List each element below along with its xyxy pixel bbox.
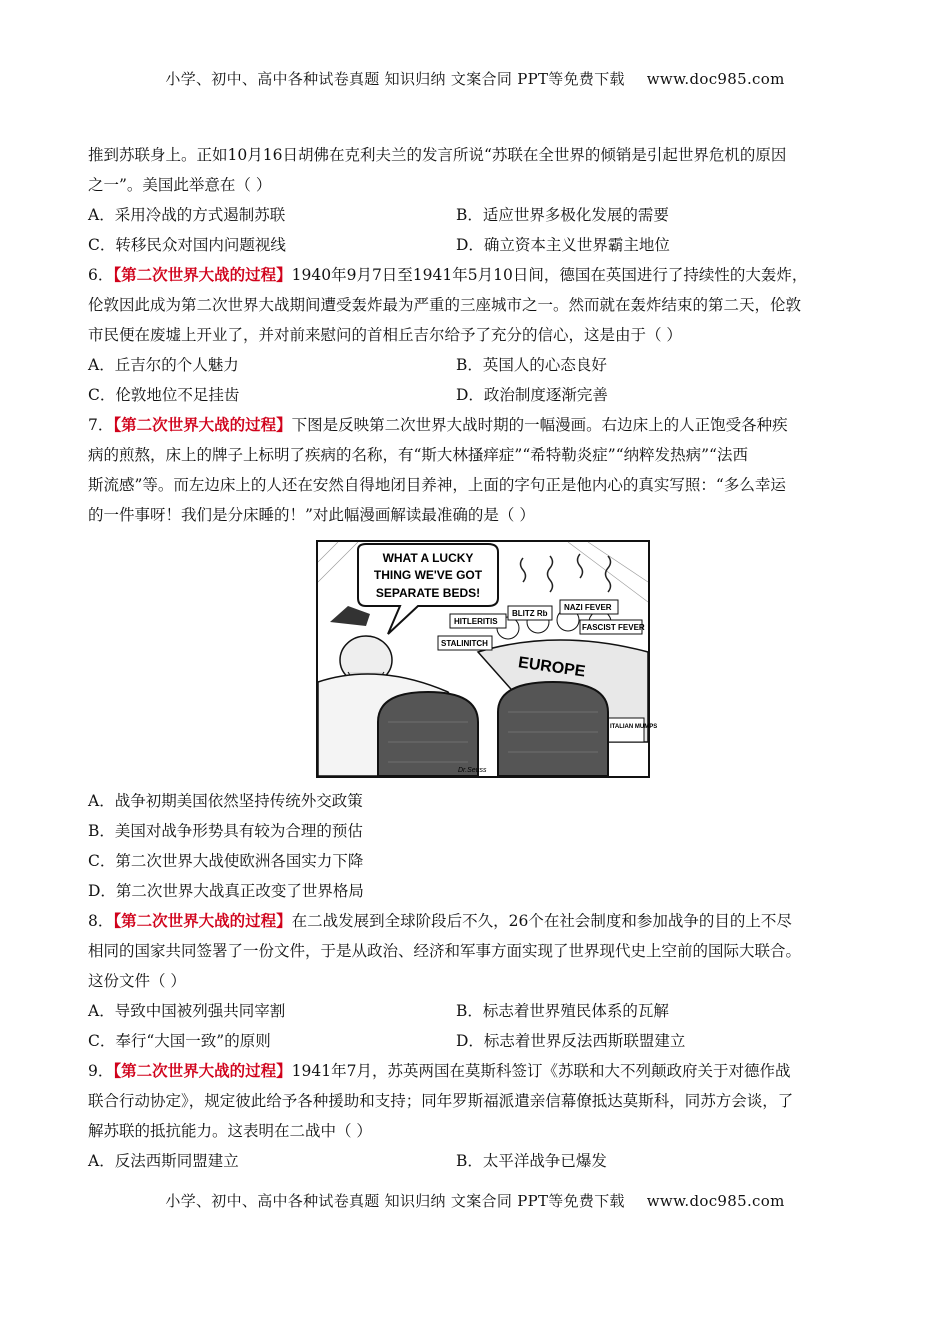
q9-text-1: 1941年7月，苏英两国在莫斯科签订《苏联和大不列颠政府关于对德作战 xyxy=(291,1062,791,1080)
q5-option-b: B．适应世界多极化发展的需要 xyxy=(456,206,669,224)
q8-option-d: D．标志着世界反法西斯联盟建立 xyxy=(456,1032,686,1050)
page-footer xyxy=(0,1190,950,1211)
q9-line-3: 解苏联的抵抗能力。这表明在二战中（ ） xyxy=(88,1122,372,1140)
q7-topic-tag: 【第二次世界大战的过程】 xyxy=(113,415,292,434)
q9-option-a: A．反法西斯同盟建立 xyxy=(88,1152,239,1170)
q8-topic-tag: 【第二次世界大战的过程】 xyxy=(113,911,292,930)
q7-number: 7． xyxy=(88,416,114,434)
q6-line-3: 市民便在废墟上开业了，并对前来慰问的首相丘吉尔给予了充分的信心，这是由于（ ） xyxy=(88,326,682,344)
bubble-line-2: THING WE'VE GOT xyxy=(373,568,483,582)
q6-number: 6． xyxy=(88,266,114,284)
bubble-line-1: WHAT A LUCKY xyxy=(382,551,474,565)
q7-line-3: 斯流感”等。而左边床上的人还在安然自得地闭目养神，上面的字句正是他内心的真实写照：“多么幸运 xyxy=(88,476,786,494)
question-8 xyxy=(88,906,878,1056)
q6-option-d: D．政治制度逐渐完善 xyxy=(456,386,608,404)
sign-blitz: BLITZ Rb xyxy=(512,609,548,618)
q9-option-b: B．太平洋战争已爆发 xyxy=(456,1152,607,1170)
uncle-sam-hat xyxy=(330,606,370,626)
q6-option-c: C．伦敦地位不足挂齿 xyxy=(88,386,240,404)
q7-line-2: 病的煎熬，床上的牌子上标明了疾病的名称，有“斯大林搔痒症”“希特勒炎症”“纳粹发热病”“法西 xyxy=(88,446,748,464)
q6-topic-tag: 【第二次世界大战的过程】 xyxy=(113,265,292,284)
q6-text-1: 1940年9月7日至1941年5月10日间，德国在英国进行了持续性的大轰炸， xyxy=(291,266,808,284)
q8-option-b: B．标志着世界殖民体系的瓦解 xyxy=(456,1002,669,1020)
q8-line-1 xyxy=(88,906,878,936)
page-header xyxy=(0,68,950,89)
q5-option-a: A．采用冷战的方式遏制苏联 xyxy=(88,206,286,224)
cartoon-image xyxy=(316,540,658,778)
question-9 xyxy=(88,1056,878,1176)
cartoon-drawing xyxy=(318,542,658,776)
fever-squiggles xyxy=(521,554,611,592)
q6-line-1 xyxy=(88,260,878,290)
cartoon-signature: Dr.Seuss xyxy=(458,767,487,774)
question-7 xyxy=(88,410,878,906)
q9-number: 9． xyxy=(88,1062,114,1080)
cartoon-container xyxy=(88,540,878,780)
header-site-link[interactable]: www.doc985.com xyxy=(646,70,785,88)
q9-line-1 xyxy=(88,1056,878,1086)
sign-italian-mumps-box xyxy=(608,718,644,742)
q9-line-2: 联合行动协定》，规定彼此给予各种援助和支持；同年罗斯福派遣亲信幕僚抵达莫斯科，同苏方会谈，了 xyxy=(88,1092,794,1110)
q7-text-1: 下图是反映第二次世界大战时期的一幅漫画。右边床上的人正饱受各种疾 xyxy=(291,416,788,434)
q6-line-2: 伦敦因此成为第二次世界大战期间遭受轰炸最为严重的三座城市之一。然而就在轰炸结束的第二天，伦敦 xyxy=(88,296,802,314)
q5-option-c: C．转移民众对国内问题视线 xyxy=(88,236,286,254)
q8-option-a: A．导致中国被列强共同宰割 xyxy=(88,1002,286,1020)
document-body xyxy=(88,140,878,1176)
q7-option-a: A．战争初期美国依然坚持传统外交政策 xyxy=(88,792,363,810)
bubble-line-3: SEPARATE BEDS! xyxy=(375,586,481,600)
q5-line-2: 之一”。美国此举意在（ ） xyxy=(88,176,272,194)
q7-line-4: 的一件事呀！我们是分床睡的！”对此幅漫画解读最准确的是（ ） xyxy=(88,506,535,524)
sign-hitleritis: HITLERITIS xyxy=(454,617,498,626)
left-footboard xyxy=(378,692,478,776)
footer-text: 小学、初中、高中各种试卷真题 知识归纳 文案合同 PPT等免费下载 xyxy=(165,1192,625,1210)
q8-number: 8． xyxy=(88,912,114,930)
sign-fascist-fever: FASCIST FEVER xyxy=(582,623,645,632)
question-5 xyxy=(88,140,878,260)
question-6 xyxy=(88,260,878,410)
q8-option-c: C．奉行“大国一致”的原则 xyxy=(88,1032,271,1050)
q6-option-a: A．丘吉尔的个人魅力 xyxy=(88,356,239,374)
sign-nazi-fever: NAZI FEVER xyxy=(564,603,612,612)
q5-option-d: D．确立资本主义世界霸主地位 xyxy=(456,236,670,254)
right-footboard xyxy=(498,682,608,776)
sign-stalinitch: STALINITCH xyxy=(441,639,488,648)
sign-europe: EUROPE xyxy=(517,654,587,681)
q7-option-b: B．美国对战争形势具有较为合理的预估 xyxy=(88,822,363,840)
q7-line-1 xyxy=(88,410,878,440)
q7-option-d: D．第二次世界大战真正改变了世界格局 xyxy=(88,882,364,900)
q8-text-1: 在二战发展到全球阶段后不久，26个在社会制度和参加战争的目的上不尽 xyxy=(291,912,792,930)
sign-italian-mumps: ITALIAN MUMPS xyxy=(610,724,658,730)
footer-site-link[interactable]: www.doc985.com xyxy=(646,1192,785,1210)
q8-line-3: 这份文件（ ） xyxy=(88,972,186,990)
q5-line-1: 推到苏联身上。正如10月16日胡佛在克利夫兰的发言所说“苏联在全世界的倾销是引起世界危机的原因 xyxy=(88,146,787,164)
q6-option-b: B．英国人的心态良好 xyxy=(456,356,607,374)
header-text: 小学、初中、高中各种试卷真题 知识归纳 文案合同 PPT等免费下载 xyxy=(165,70,625,88)
q9-topic-tag: 【第二次世界大战的过程】 xyxy=(113,1061,292,1080)
q7-option-c: C．第二次世界大战使欧洲各国实力下降 xyxy=(88,852,364,870)
q8-line-2: 相同的国家共同签署了一份文件，于是从政治、经济和军事方面实现了世界现代史上空前的国际大联合。 xyxy=(88,942,802,960)
